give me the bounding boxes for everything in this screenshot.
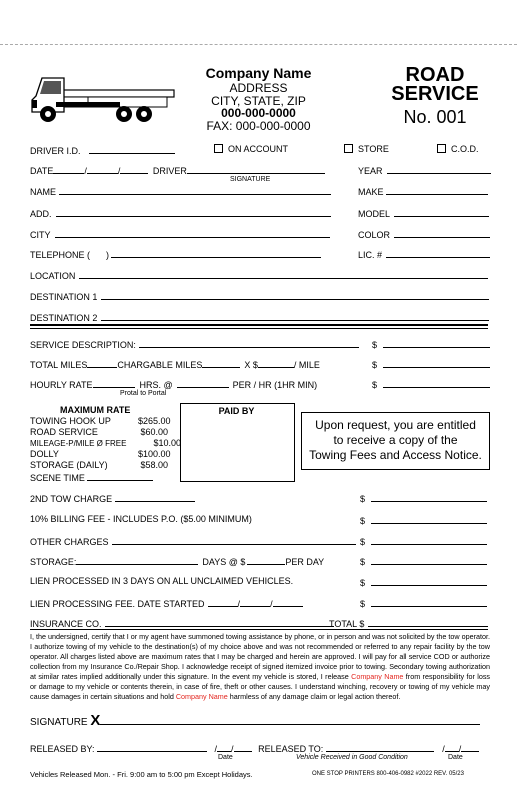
city-row (30, 228, 330, 240)
lic-label: LIC. # (358, 250, 383, 260)
released-by-day-field[interactable] (234, 742, 252, 752)
driver-signature-field[interactable] (187, 164, 325, 174)
date-slash: / (214, 744, 218, 754)
destination1-label: DESTINATION 1 (30, 292, 98, 302)
telephone-label: TELEPHONE ( (30, 250, 91, 260)
year-field[interactable] (387, 164, 491, 174)
other-charges-label: OTHER CHARGES (30, 537, 109, 547)
date-slash: / (442, 744, 445, 754)
storage-field[interactable] (76, 555, 198, 565)
protal-to-portal-note: Protal to Portal (120, 390, 167, 397)
rate-value: $100.00 (138, 449, 171, 459)
lien-day-field[interactable] (237, 597, 270, 609)
per-day-label: PER DAY (285, 557, 325, 567)
make-row (358, 185, 488, 197)
telephone-paren: ) (106, 250, 110, 260)
section-divider (30, 328, 488, 329)
year-row (358, 164, 491, 176)
release-hours: Vehicles Released Mon. - Fri. 9:00 am to 5:00 pm Except Holidays. (30, 770, 253, 779)
cod-label: C.O.D. (451, 144, 479, 154)
lic-row (358, 248, 490, 260)
make-field[interactable] (386, 185, 488, 195)
date-slash: / (84, 166, 87, 176)
lien-fee-label: LIEN PROCESSING FEE. DATE STARTED (30, 599, 205, 609)
store-option[interactable] (344, 144, 389, 154)
rate-value: $58.00 (140, 460, 168, 470)
company-name: Company Name (205, 65, 312, 81)
driver-id-field[interactable] (89, 144, 175, 154)
daily-rate-field[interactable] (247, 555, 285, 565)
lien-fee-amount-field[interactable] (371, 597, 487, 607)
model-label: MODEL (358, 209, 391, 219)
name-row (30, 185, 331, 197)
driver-id-label: DRIVER I.D. (30, 146, 81, 156)
lien-month-field[interactable] (208, 597, 238, 607)
released-by-month-field[interactable] (214, 742, 231, 754)
legal-text-part: from responsibility for loss or damage to my vehicle or contents therein, in case of fire, theft or other causes. I understand winching, recovery or towing of my vehicle may cause damages in certain situations and hold (30, 672, 491, 701)
city-label: CITY (30, 230, 51, 240)
company-fax: FAX: 000-000-0000 (206, 119, 311, 133)
legal-company-name: Company Name (351, 672, 404, 681)
dollar-sign: $ (360, 557, 366, 567)
destination2-field[interactable] (101, 311, 489, 321)
scene-time-field[interactable] (87, 471, 153, 481)
total-miles-label: TOTAL MILES (30, 360, 88, 370)
on-account-option[interactable] (214, 144, 288, 154)
scene-time-label: SCENE TIME (30, 473, 85, 483)
other-charges-amount-row (360, 535, 487, 547)
store-label: STORE (358, 144, 389, 154)
form-number: No. 001 (403, 107, 467, 127)
destination2-label: DESTINATION 2 (30, 313, 98, 323)
service-description-field[interactable] (139, 338, 359, 348)
lien-year-field[interactable] (273, 597, 303, 607)
signature-field[interactable] (100, 714, 480, 725)
notice-line3: Towing Fees and Access Notice. (309, 448, 482, 462)
model-row (358, 207, 489, 219)
date-slash: / (237, 599, 241, 609)
destination2-row (30, 311, 489, 323)
rate-label: TOWING HOOK UP (30, 416, 111, 426)
rate-value: $10.00 (153, 438, 181, 448)
address-label: ADD. (30, 209, 52, 219)
notice-line2: to receive a copy of the (333, 433, 458, 447)
second-tow-row (30, 492, 195, 504)
city-field[interactable] (55, 228, 330, 238)
lien-amount-field[interactable] (371, 576, 487, 586)
lien-fee-amount-row (360, 597, 487, 609)
second-tow-field[interactable] (115, 492, 195, 502)
date-slash: / (458, 744, 462, 754)
dollar-sign: $ (360, 516, 366, 526)
second-tow-amount-row (360, 492, 487, 504)
released-by-label: RELEASED BY: (30, 744, 95, 754)
billing-fee-amount-field[interactable] (371, 514, 487, 524)
make-label: MAKE (358, 187, 384, 197)
max-rate-row (30, 427, 181, 438)
name-label: NAME (30, 187, 57, 197)
days-at-label: DAYS @ $ (202, 557, 246, 567)
dollar-sign: $ (360, 537, 366, 547)
billing-fee-amount-row (360, 514, 487, 526)
date-year-field[interactable] (117, 164, 148, 176)
storage-row (30, 555, 324, 567)
checkbox-icon[interactable] (344, 144, 353, 153)
company-city: CITY, STATE, ZIP (211, 94, 306, 108)
service-amount-field[interactable] (383, 338, 490, 348)
form-title-service: SERVICE (391, 83, 479, 105)
chargable-miles-field[interactable] (202, 358, 240, 368)
location-row (30, 269, 488, 281)
dollar-sign: $ (372, 360, 378, 370)
signature-caption: SIGNATURE (230, 176, 271, 183)
date-slash: / (231, 744, 234, 754)
year-label: YEAR (358, 166, 383, 176)
color-label: COLOR (358, 230, 391, 240)
rate-label: STORAGE (DAILY) (30, 460, 108, 470)
max-rate-row (30, 438, 181, 449)
other-charges-field[interactable] (112, 535, 356, 545)
legal-text-part: I, the undersigned, certify that I or my agent have summoned towing assistance by phone, or in person and was not solicited by the tow operator. I authorize towing of my vehicle to the destination(s) of my choice above and was not recommended or referred to any repair facility by the tow operator. All charges listed above are maximum rates that I may be charged and herein are approved. I will pay for all service COD or authorize collection from my Insurance Co./Repair Shop. I acknowledge receipt of signed itemized invoice prior to towing. Secondary towing authorization at similar rates implied additionally under this signature. In the event my vehicle is stored, I release (30, 632, 490, 681)
max-rate-row (30, 449, 181, 460)
dollar-sign: $ (360, 599, 366, 609)
model-field[interactable] (394, 207, 489, 217)
miles-amount-row (372, 358, 490, 370)
printer-credit: ONE STOP PRINTERS 800-406-0982 #2022 REV. 05/23 (312, 771, 464, 777)
total-row (329, 617, 488, 629)
date-label: DATE (30, 166, 54, 176)
name-field[interactable] (59, 185, 331, 195)
cod-option[interactable] (437, 144, 479, 154)
legal-text-part: harmless of any damage claim or legal action thereof. (227, 692, 401, 701)
date-row (30, 164, 325, 176)
chargable-miles-label: CHARGABLE MILES (117, 360, 203, 370)
service-amount-row (372, 338, 490, 350)
rate-label: MILEAGE-P/MILE Ø FREE (30, 439, 127, 448)
company-address: ADDRESS (229, 81, 288, 95)
storage-label: STORAGE: (30, 557, 77, 567)
released-by-date-caption: Date (218, 754, 233, 761)
hourly-amount-field[interactable] (383, 378, 490, 388)
hourly-row (30, 378, 317, 390)
second-tow-label: 2ND TOW CHARGE (30, 494, 113, 504)
rate-label: DOLLY (30, 449, 59, 459)
miles-row (30, 358, 320, 370)
released-to-label: RELEASED TO: (258, 744, 324, 754)
dollar-sign: $ (372, 340, 378, 350)
released-to-field[interactable] (326, 742, 434, 752)
x-dollar-label: X $ (244, 360, 258, 370)
notice-line1: Upon request, you are entitled (315, 418, 476, 432)
good-condition-caption: Vehicle Received in Good Condition (296, 754, 408, 761)
released-to-month-field[interactable] (445, 742, 459, 752)
insurance-field[interactable] (105, 617, 334, 627)
dollar-sign: $ (372, 380, 378, 390)
lien-amount-row (360, 576, 487, 588)
miles-amount-field[interactable] (383, 358, 490, 368)
telephone-field[interactable] (111, 248, 321, 258)
rate-value: $60.00 (140, 427, 168, 437)
max-rate-table (30, 416, 181, 484)
signature-label: SIGNATURE (30, 717, 88, 728)
insurance-row (30, 617, 334, 629)
color-field[interactable] (394, 228, 490, 238)
released-by-field[interactable] (97, 742, 207, 752)
telephone-row (30, 248, 321, 260)
checkbox-icon[interactable] (437, 144, 446, 153)
per-mile-label: / MILE (293, 360, 320, 370)
total-label: TOTAL $ (329, 619, 365, 629)
rate-value: $265.00 (138, 416, 171, 426)
storage-amount-row (360, 555, 487, 567)
hrs-at-label: HRS. @ (139, 380, 173, 390)
per-hr-label: PER / HR (1HR MIN) (232, 380, 318, 390)
checkbox-icon[interactable] (214, 144, 223, 153)
storage-amount-field[interactable] (371, 555, 487, 565)
dollar-sign: $ (360, 578, 366, 588)
per-mile-rate-field[interactable] (258, 358, 294, 368)
max-rate-row (30, 416, 181, 427)
billing-fee-label: 10% BILLING FEE - INCLUDES P.O. ($5.00 MINIMUM) (30, 514, 252, 524)
driver-label: DRIVER (152, 166, 187, 176)
lien-3-days-label: LIEN PROCESSED IN 3 DAYS ON ALL UNCLAIMED VEHICLES. (30, 576, 294, 586)
address-row (30, 207, 331, 219)
form-title-road: ROAD (405, 64, 465, 86)
date-slash: / (117, 166, 121, 176)
hourly-rate-field[interactable] (177, 378, 229, 388)
total-amount-field[interactable] (368, 617, 488, 627)
date-day-field[interactable] (87, 164, 118, 174)
service-description-row (30, 338, 359, 350)
address-field[interactable] (56, 207, 331, 217)
company-phone: 000-000-0000 (221, 106, 296, 120)
paid-by-label: PAID BY (218, 406, 255, 416)
insurance-label: INSURANCE CO. (30, 619, 102, 629)
lien-fee-row (30, 597, 303, 609)
color-row (358, 228, 490, 240)
total-miles-field[interactable] (87, 358, 117, 368)
driver-id-row (30, 144, 175, 156)
location-field[interactable] (79, 269, 488, 279)
date-month-field[interactable] (53, 164, 84, 174)
max-rate-row (30, 460, 181, 471)
other-charges-amount-field[interactable] (371, 535, 487, 545)
perforation-line (0, 44, 517, 45)
legal-text (30, 632, 490, 702)
dollar-sign: $ (360, 494, 366, 504)
hours-field[interactable] (93, 378, 135, 388)
destination1-row (30, 290, 489, 302)
scene-time-row (30, 471, 181, 484)
hourly-rate-label: HOURLY RATE (30, 380, 93, 390)
on-account-label: ON ACCOUNT (228, 144, 289, 154)
signature-row (30, 712, 480, 729)
section-divider (30, 629, 488, 630)
rate-label: ROAD SERVICE (30, 427, 98, 437)
other-charges-row (30, 535, 356, 547)
second-tow-amount-field[interactable] (371, 492, 487, 502)
legal-company-name: Company Name (175, 692, 228, 701)
max-rate-heading: MAXIMUM RATE (60, 405, 131, 415)
released-to-date-caption: Date (448, 754, 463, 761)
released-to-day-field[interactable] (458, 742, 479, 754)
signature-mark: X (90, 712, 101, 729)
hourly-amount-row (372, 378, 490, 390)
location-label: LOCATION (30, 271, 76, 281)
section-divider (30, 324, 488, 326)
date-slash: / (270, 599, 273, 609)
released-by-row (30, 742, 479, 754)
destination1-field[interactable] (101, 290, 489, 300)
lic-field[interactable] (386, 248, 490, 258)
service-description-label: SERVICE DESCRIPTION: (30, 340, 136, 350)
